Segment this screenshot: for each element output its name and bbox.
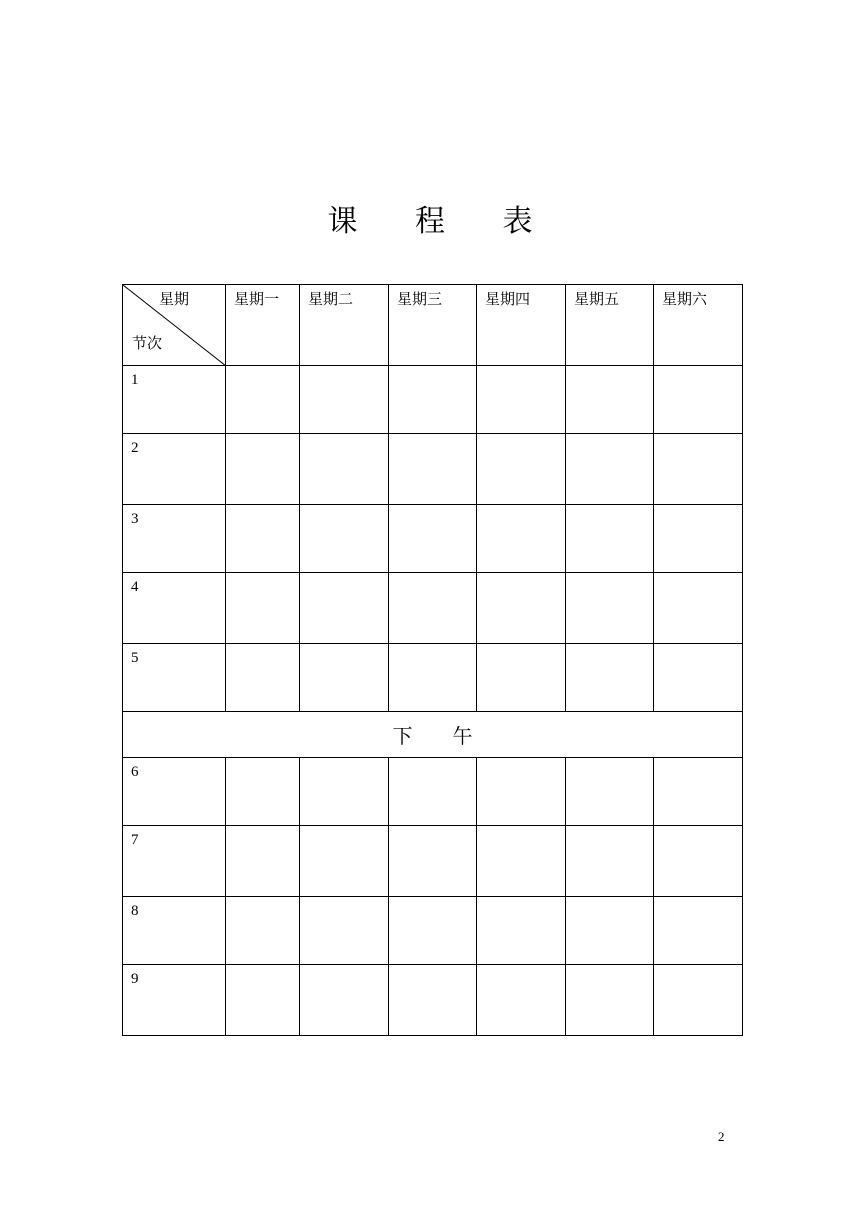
header-row [123, 285, 743, 366]
schedule-cell[interactable] [226, 826, 300, 897]
day-header [477, 285, 566, 366]
schedule-cell[interactable] [389, 434, 477, 505]
page-number: 2 [718, 1129, 725, 1144]
day-header [654, 285, 743, 366]
day-header [566, 285, 654, 366]
period-number: 2 [123, 434, 226, 505]
table-row [123, 826, 743, 897]
schedule-cell[interactable] [389, 965, 477, 1036]
table-row [123, 573, 743, 644]
schedule-cell[interactable] [389, 897, 477, 965]
schedule-cell[interactable] [654, 573, 743, 644]
schedule-cell[interactable] [654, 505, 743, 573]
schedule-cell[interactable] [226, 965, 300, 1036]
schedule-cell[interactable] [566, 758, 654, 826]
schedule-cell[interactable] [226, 897, 300, 965]
schedule-cell[interactable] [566, 965, 654, 1036]
schedule-cell[interactable] [300, 644, 389, 712]
schedule-cell[interactable] [226, 434, 300, 505]
schedule-cell[interactable] [389, 826, 477, 897]
schedule-cell[interactable] [300, 826, 389, 897]
page-title: 课 程 表 [327, 204, 557, 239]
schedule-cell[interactable] [477, 573, 566, 644]
afternoon-label: 下午 [123, 712, 743, 758]
day-label: 星期四 [485, 290, 531, 308]
corner-label-period: 节次 [132, 334, 163, 352]
day-header [226, 285, 300, 366]
schedule-cell[interactable] [477, 758, 566, 826]
schedule-cell[interactable] [654, 965, 743, 1036]
schedule-cell[interactable] [477, 826, 566, 897]
corner-label-weekday: 星期 [159, 290, 190, 308]
schedule-cell[interactable] [566, 366, 654, 434]
schedule-cell[interactable] [654, 826, 743, 897]
schedule-cell[interactable] [300, 366, 389, 434]
schedule-cell[interactable] [477, 965, 566, 1036]
schedule-cell[interactable] [389, 644, 477, 712]
day-label: 星期一 [234, 290, 280, 308]
schedule-cell[interactable] [389, 758, 477, 826]
schedule-cell[interactable] [300, 965, 389, 1036]
schedule-cell[interactable] [566, 505, 654, 573]
period-number: 6 [123, 758, 226, 826]
day-label: 星期六 [662, 290, 708, 308]
table-row [123, 758, 743, 826]
table-row [123, 366, 743, 434]
schedule-cell[interactable] [566, 897, 654, 965]
corner-header-cell [123, 285, 226, 366]
schedule-cell[interactable] [566, 573, 654, 644]
day-label: 星期五 [574, 290, 620, 308]
schedule-cell[interactable] [477, 644, 566, 712]
schedule-cell[interactable] [300, 573, 389, 644]
schedule-cell[interactable] [226, 505, 300, 573]
day-label: 星期三 [397, 290, 443, 308]
table-row [123, 644, 743, 712]
period-number: 3 [123, 505, 226, 573]
schedule-cell[interactable] [654, 758, 743, 826]
schedule-cell[interactable] [389, 366, 477, 434]
schedule-cell[interactable] [226, 758, 300, 826]
period-number: 9 [123, 965, 226, 1036]
schedule-cell[interactable] [477, 897, 566, 965]
schedule-cell[interactable] [566, 434, 654, 505]
schedule-cell[interactable] [654, 897, 743, 965]
table-row [123, 434, 743, 505]
day-header [300, 285, 389, 366]
table-row [123, 505, 743, 573]
period-number: 7 [123, 826, 226, 897]
day-header [389, 285, 477, 366]
schedule-cell[interactable] [226, 644, 300, 712]
schedule-cell[interactable] [389, 505, 477, 573]
period-number: 4 [123, 573, 226, 644]
schedule-cell[interactable] [477, 434, 566, 505]
schedule-cell[interactable] [654, 434, 743, 505]
afternoon-divider-row [123, 712, 743, 758]
schedule-cell[interactable] [654, 644, 743, 712]
schedule-cell[interactable] [477, 505, 566, 573]
period-number: 8 [123, 897, 226, 965]
schedule-cell[interactable] [300, 758, 389, 826]
schedule-cell[interactable] [300, 434, 389, 505]
schedule-cell[interactable] [389, 573, 477, 644]
schedule-cell[interactable] [477, 366, 566, 434]
schedule-cell[interactable] [226, 573, 300, 644]
schedule-cell[interactable] [300, 505, 389, 573]
schedule-cell[interactable] [226, 366, 300, 434]
period-number: 1 [123, 366, 226, 434]
schedule-cell[interactable] [300, 897, 389, 965]
period-number: 5 [123, 644, 226, 712]
schedule-table [122, 284, 743, 1036]
schedule-cell[interactable] [566, 826, 654, 897]
table-row [123, 897, 743, 965]
schedule-cell[interactable] [654, 366, 743, 434]
day-label: 星期二 [308, 290, 354, 308]
table-row [123, 965, 743, 1036]
schedule-cell[interactable] [566, 644, 654, 712]
